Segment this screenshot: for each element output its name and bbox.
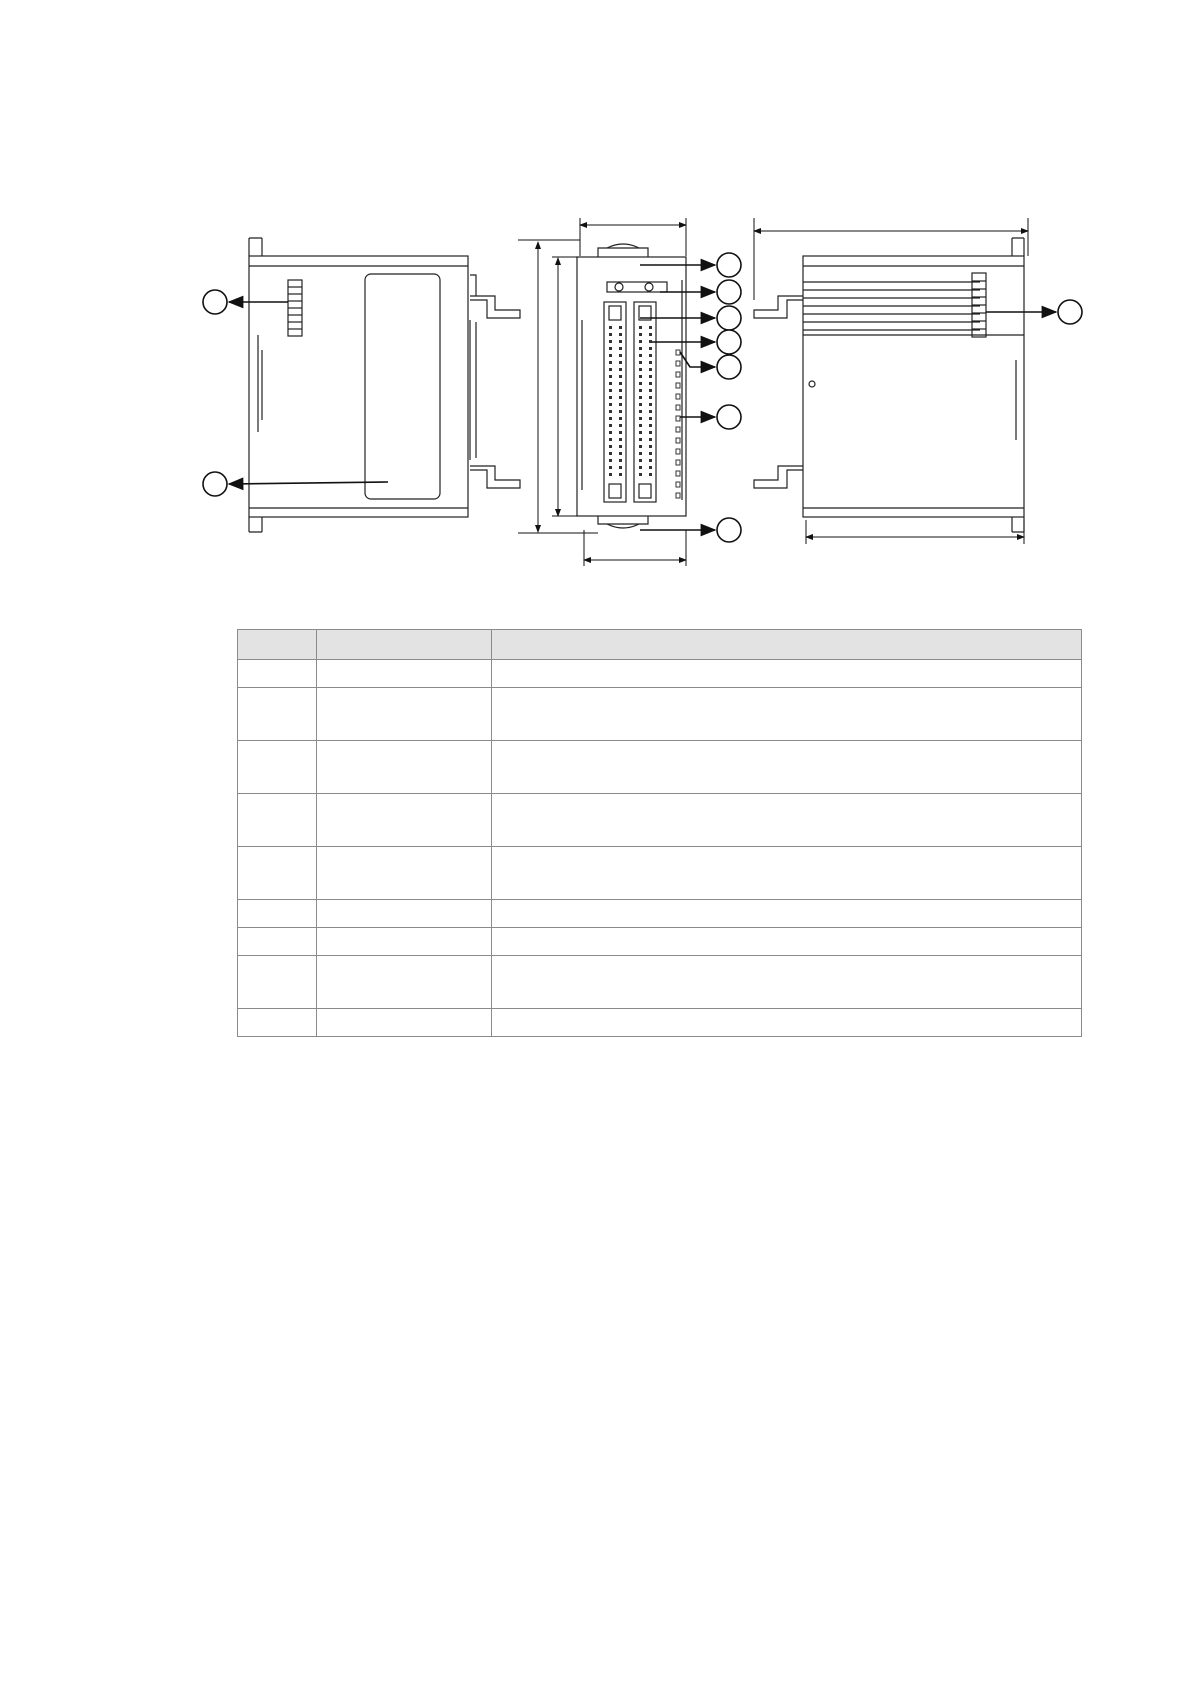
connector-pin bbox=[639, 452, 642, 455]
table-cell-name bbox=[317, 1009, 492, 1037]
connector-pin bbox=[649, 424, 652, 427]
table-cell-no bbox=[238, 1009, 317, 1037]
connector-pin bbox=[609, 382, 612, 385]
connector-pin bbox=[639, 424, 642, 427]
front-view bbox=[577, 244, 686, 528]
connector-pin bbox=[649, 403, 652, 406]
callout-7 bbox=[680, 352, 741, 379]
vent-slot bbox=[676, 383, 680, 388]
connector-pin bbox=[609, 403, 612, 406]
connector-pin bbox=[609, 417, 612, 420]
callout-2 bbox=[203, 472, 388, 496]
connector-pin bbox=[649, 396, 652, 399]
callout-4 bbox=[660, 280, 741, 304]
vent-slot bbox=[676, 460, 680, 465]
connector-pin bbox=[639, 382, 642, 385]
vent-slot bbox=[676, 482, 680, 487]
connector-pin bbox=[649, 431, 652, 434]
table-cell-description bbox=[492, 847, 1082, 900]
callout-circle bbox=[203, 472, 227, 496]
connector-pin bbox=[609, 368, 612, 371]
connector-pin bbox=[609, 354, 612, 357]
connector-pin bbox=[609, 361, 612, 364]
vent-slot bbox=[676, 471, 680, 476]
vent-slot bbox=[676, 449, 680, 454]
table-row bbox=[238, 928, 1082, 956]
connector-pin bbox=[619, 403, 622, 406]
table-cell-description bbox=[492, 688, 1082, 741]
table-cell-no bbox=[238, 847, 317, 900]
header-cell bbox=[492, 630, 1082, 660]
callout-circle bbox=[717, 253, 741, 277]
connector-pin bbox=[649, 354, 652, 357]
table-cell-no bbox=[238, 900, 317, 928]
callout-circle bbox=[717, 355, 741, 379]
connector-pin bbox=[649, 347, 652, 350]
connector-pin bbox=[619, 424, 622, 427]
connector-pin bbox=[619, 431, 622, 434]
connector-pin bbox=[609, 375, 612, 378]
connector-pin bbox=[639, 326, 642, 329]
connector-pin bbox=[609, 326, 612, 329]
vent-slot bbox=[676, 394, 680, 399]
table-row bbox=[238, 900, 1082, 928]
connector-pin bbox=[649, 417, 652, 420]
left-side-view bbox=[249, 238, 520, 532]
connector-pin bbox=[619, 333, 622, 336]
connector-pin bbox=[639, 347, 642, 350]
table-cell-name bbox=[317, 688, 492, 741]
connector-pin bbox=[619, 466, 622, 469]
connector-pin bbox=[649, 410, 652, 413]
connector-pin bbox=[639, 417, 642, 420]
left-connector-pins bbox=[288, 280, 302, 336]
connector-pin bbox=[619, 459, 622, 462]
right-side-view bbox=[754, 238, 1024, 532]
front-pin-rows bbox=[609, 326, 680, 498]
connector-pin bbox=[619, 326, 622, 329]
vent-slot bbox=[676, 416, 680, 421]
table-cell-name bbox=[317, 794, 492, 847]
connector-pin bbox=[619, 375, 622, 378]
table-header-row bbox=[238, 630, 1082, 660]
connector-pin bbox=[639, 389, 642, 392]
callout-6 bbox=[652, 330, 741, 354]
connector-pin bbox=[619, 354, 622, 357]
callout-8 bbox=[680, 405, 741, 429]
connector-pin bbox=[649, 375, 652, 378]
callout-9 bbox=[640, 518, 741, 542]
connector-pin bbox=[609, 347, 612, 350]
connector-pin bbox=[639, 333, 642, 336]
connector-pin bbox=[609, 466, 612, 469]
table-row bbox=[238, 660, 1082, 688]
vent-slot bbox=[676, 427, 680, 432]
right-ribbon-lines bbox=[803, 282, 980, 330]
callout-circle bbox=[717, 518, 741, 542]
connector-pin bbox=[619, 347, 622, 350]
table-row bbox=[238, 847, 1082, 900]
connector-pin bbox=[639, 438, 642, 441]
connector-pin bbox=[649, 382, 652, 385]
table-cell-description bbox=[492, 660, 1082, 688]
header-cell bbox=[317, 630, 492, 660]
connector-pin bbox=[619, 396, 622, 399]
table-row bbox=[238, 741, 1082, 794]
connector-pin bbox=[649, 438, 652, 441]
connector-pin bbox=[649, 459, 652, 462]
connector-pin bbox=[649, 361, 652, 364]
callout-circle bbox=[203, 290, 227, 314]
table-cell-description bbox=[492, 741, 1082, 794]
callout-circle bbox=[717, 330, 741, 354]
connector-pin bbox=[649, 333, 652, 336]
table-cell-description bbox=[492, 794, 1082, 847]
table-cell-name bbox=[317, 928, 492, 956]
table-cell-no bbox=[238, 660, 317, 688]
connector-pin bbox=[609, 340, 612, 343]
table-cell-name bbox=[317, 956, 492, 1009]
table-cell-no bbox=[238, 741, 317, 794]
connector-pin bbox=[609, 452, 612, 455]
connector-pin bbox=[609, 333, 612, 336]
table-cell-no bbox=[238, 928, 317, 956]
connector-pin bbox=[609, 459, 612, 462]
connector-pin bbox=[619, 473, 622, 476]
connector-pin bbox=[639, 403, 642, 406]
connector-pin bbox=[649, 326, 652, 329]
connector-pin bbox=[639, 445, 642, 448]
connector-pin bbox=[639, 368, 642, 371]
callout-10 bbox=[986, 300, 1082, 324]
vent-slot bbox=[676, 361, 680, 366]
connector-pin bbox=[639, 473, 642, 476]
table-cell-no bbox=[238, 956, 317, 1009]
connector-pin bbox=[639, 354, 642, 357]
callout-5 bbox=[640, 306, 741, 330]
header-cell bbox=[238, 630, 317, 660]
connector-pin bbox=[649, 452, 652, 455]
connector-pin bbox=[639, 459, 642, 462]
table-row bbox=[238, 688, 1082, 741]
connector-pin bbox=[619, 452, 622, 455]
right-dimensions bbox=[754, 218, 1028, 544]
callout-circle bbox=[717, 280, 741, 304]
table-row bbox=[238, 794, 1082, 847]
connector-pin bbox=[649, 473, 652, 476]
connector-pin bbox=[609, 396, 612, 399]
connector-pin bbox=[649, 368, 652, 371]
module-dimension-drawing bbox=[0, 0, 1191, 610]
connector-pin bbox=[639, 410, 642, 413]
connector-pin bbox=[639, 396, 642, 399]
table-cell-name bbox=[317, 660, 492, 688]
connector-pin bbox=[619, 438, 622, 441]
connector-pin bbox=[639, 375, 642, 378]
vent-slot bbox=[676, 405, 680, 410]
connector-pin bbox=[619, 445, 622, 448]
connector-pin bbox=[639, 361, 642, 364]
connector-pin bbox=[609, 431, 612, 434]
table-row bbox=[238, 956, 1082, 1009]
connector-pin bbox=[619, 340, 622, 343]
connector-pin bbox=[619, 361, 622, 364]
connector-pin bbox=[609, 389, 612, 392]
vent-slot bbox=[676, 493, 680, 498]
connector-pin bbox=[609, 445, 612, 448]
callout-circle bbox=[717, 306, 741, 330]
table-cell-name bbox=[317, 741, 492, 794]
connector-pin bbox=[639, 340, 642, 343]
connector-pin bbox=[649, 466, 652, 469]
table-cell-name bbox=[317, 900, 492, 928]
callout-circle bbox=[717, 405, 741, 429]
connector-pin bbox=[649, 389, 652, 392]
connector-pin bbox=[609, 424, 612, 427]
connector-pin bbox=[619, 368, 622, 371]
callout-1 bbox=[203, 290, 288, 314]
connector-pin bbox=[609, 410, 612, 413]
callout-circle bbox=[1058, 300, 1082, 324]
table-cell-description bbox=[492, 928, 1082, 956]
spec-table bbox=[237, 629, 1082, 1037]
connector-pin bbox=[619, 382, 622, 385]
table-body bbox=[238, 660, 1082, 1037]
table-cell-no bbox=[238, 794, 317, 847]
front-dimensions bbox=[518, 218, 686, 566]
vent-slot bbox=[676, 438, 680, 443]
table-cell-description bbox=[492, 1009, 1082, 1037]
table-cell-description bbox=[492, 900, 1082, 928]
connector-pin bbox=[609, 473, 612, 476]
table-cell-no bbox=[238, 688, 317, 741]
table-cell-description bbox=[492, 956, 1082, 1009]
table-row bbox=[238, 1009, 1082, 1037]
connector-pin bbox=[619, 389, 622, 392]
connector-pin bbox=[619, 410, 622, 413]
connector-pin bbox=[649, 340, 652, 343]
connector-pin bbox=[639, 431, 642, 434]
connector-pin bbox=[609, 438, 612, 441]
connector-pin bbox=[619, 417, 622, 420]
vent-slot bbox=[676, 372, 680, 377]
table-cell-name bbox=[317, 847, 492, 900]
connector-pin bbox=[639, 466, 642, 469]
connector-pin bbox=[649, 445, 652, 448]
